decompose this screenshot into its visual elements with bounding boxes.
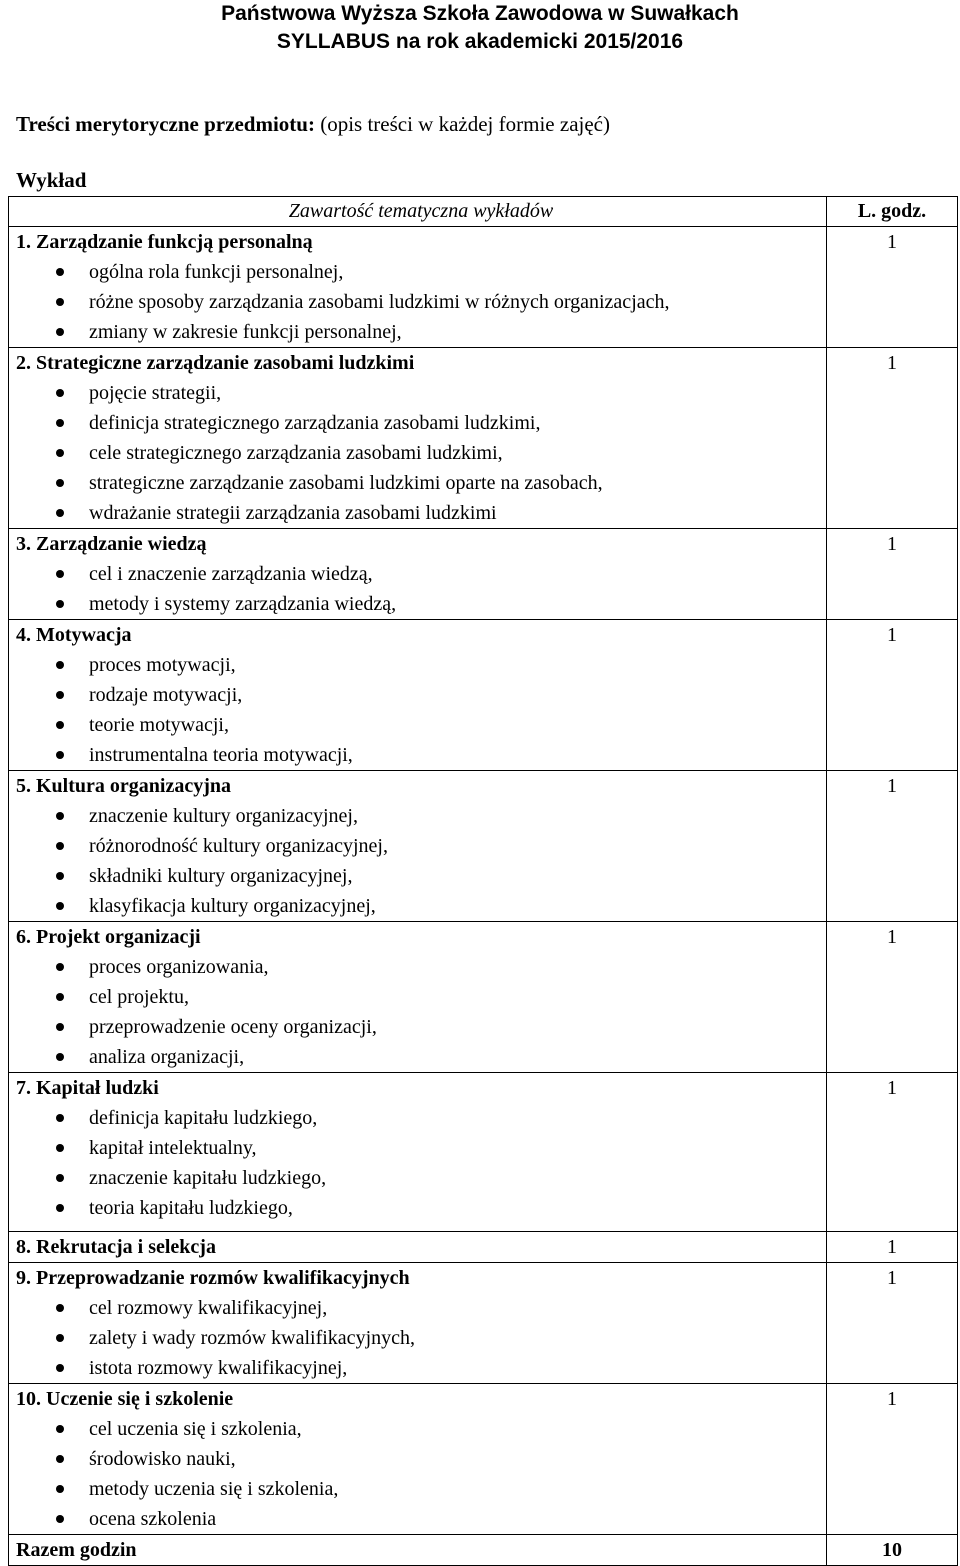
topic-item-text: proces motywacji,	[89, 654, 236, 676]
topic-hours: 1	[887, 926, 897, 948]
document-header	[0, 0, 960, 56]
topic-item-text: wdrażanie strategii zarządzania zasobami ludzkimi	[89, 502, 497, 524]
bullet-icon	[56, 298, 64, 306]
topic-item-text: zalety i wady rozmów kwalifikacyjnych,	[89, 1327, 415, 1349]
topic-title: 10. Uczenie się i szkolenie	[16, 1388, 234, 1410]
topic-item-text: składniki kultury organizacyjnej,	[89, 865, 353, 887]
topic-item	[16, 408, 826, 438]
topic-item	[16, 650, 826, 680]
topic-hours: 1	[887, 1388, 897, 1410]
topic-row	[9, 1073, 958, 1232]
section-title-note: (opis treści w każdej formie zajęć)	[314, 112, 610, 136]
bullet-icon	[56, 449, 64, 457]
bullet-icon	[56, 1304, 64, 1312]
topic-title: 9. Przeprowadzanie rozmów kwalifikacyjnych	[16, 1267, 410, 1289]
topic-title: 8. Rekrutacja i selekcja	[16, 1236, 216, 1258]
topic-row	[9, 771, 958, 922]
topic-item	[16, 1012, 826, 1042]
bullet-icon	[56, 1334, 64, 1342]
bullet-icon	[56, 842, 64, 850]
topic-item-text: kapitał intelektualny,	[89, 1137, 257, 1159]
topic-item-text: cel projektu,	[89, 986, 189, 1008]
bullet-icon	[56, 661, 64, 669]
topic-item	[16, 1504, 826, 1534]
topic-hours: 1	[887, 1267, 897, 1289]
topic-item-text: środowisko nauki,	[89, 1448, 236, 1470]
topic-hours: 1	[887, 1077, 897, 1099]
topic-item-text: klasyfikacja kultury organizacyjnej,	[89, 895, 376, 917]
topic-row	[9, 1263, 958, 1384]
total-label: Razem godzin	[16, 1539, 137, 1561]
topic-row	[9, 348, 958, 529]
topic-item	[16, 589, 826, 619]
topic-item	[16, 710, 826, 740]
topic-item	[16, 982, 826, 1012]
topic-item-text: teorie motywacji,	[89, 714, 229, 736]
topic-item-text: przeprowadzenie oceny organizacji,	[89, 1016, 377, 1038]
topic-title: 4. Motywacja	[16, 624, 132, 646]
topic-item-text: cele strategicznego zarządzania zasobami ludzkimi,	[89, 442, 503, 464]
syllabus-table	[8, 196, 958, 1566]
topic-item	[16, 831, 826, 861]
topic-item	[16, 257, 826, 287]
topic-item	[16, 1323, 826, 1353]
topic-item	[16, 1474, 826, 1504]
bullet-icon	[56, 1455, 64, 1463]
topic-hours: 1	[887, 1236, 897, 1258]
topic-item-text: definicja strategicznego zarządzania zasobami ludzkimi,	[89, 412, 541, 434]
section-title	[16, 112, 610, 137]
topic-item-text: metody uczenia się i szkolenia,	[89, 1478, 339, 1500]
content-column-header: Zawartość tematyczna wykładów	[288, 200, 554, 222]
topic-title: 2. Strategiczne zarządzanie zasobami ludzkimi	[16, 352, 415, 374]
topic-item	[16, 680, 826, 710]
bullet-icon	[56, 751, 64, 759]
topic-item-text: strategiczne zarządzanie zasobami ludzkimi oparte na zasobach,	[89, 472, 603, 494]
total-row	[9, 1535, 958, 1566]
hours-column-header: L. godz.	[857, 200, 927, 222]
topic-item-text: znaczenie kultury organizacyjnej,	[89, 805, 358, 827]
topic-hours: 1	[887, 352, 897, 374]
topic-item-text: cel i znaczenie zarządzania wiedzą,	[89, 563, 373, 585]
bullet-icon	[56, 993, 64, 1001]
bullet-icon	[56, 1023, 64, 1031]
topic-title: 7. Kapitał ludzki	[16, 1077, 159, 1099]
topic-hours: 1	[887, 231, 897, 253]
bullet-icon	[56, 509, 64, 517]
topic-row	[9, 922, 958, 1073]
topic-item	[16, 1444, 826, 1474]
topic-hours: 1	[887, 624, 897, 646]
bullet-icon	[56, 1485, 64, 1493]
topic-item-text: ogólna rola funkcji personalnej,	[89, 261, 344, 283]
topic-item	[16, 559, 826, 589]
topic-item	[16, 952, 826, 982]
topic-item	[16, 1163, 826, 1193]
bullet-icon	[56, 1425, 64, 1433]
class-form-label: Wykład	[16, 168, 87, 192]
bullet-icon	[56, 812, 64, 820]
topic-row	[9, 227, 958, 348]
bullet-icon	[56, 721, 64, 729]
bullet-icon	[56, 479, 64, 487]
bullet-icon	[56, 328, 64, 336]
topic-item	[16, 861, 826, 891]
section-title-bold: Treści merytoryczne przedmiotu:	[16, 112, 315, 136]
topic-item	[16, 1293, 826, 1323]
topic-title: 1. Zarządzanie funkcją personalną	[16, 231, 313, 253]
topic-row	[9, 529, 958, 620]
topic-item-text: definicja kapitału ludzkiego,	[89, 1107, 318, 1129]
topic-item	[16, 801, 826, 831]
topic-item-text: znaczenie kapitału ludzkiego,	[89, 1167, 327, 1189]
topic-item-text: cel rozmowy kwalifikacyjnej,	[89, 1297, 328, 1319]
topic-row	[9, 620, 958, 771]
topic-item-text: ocena szkolenia	[89, 1508, 217, 1530]
bullet-icon	[56, 1364, 64, 1372]
topic-item	[16, 498, 826, 528]
bullet-icon	[56, 1144, 64, 1152]
bullet-icon	[56, 389, 64, 397]
topic-item	[16, 1103, 826, 1133]
topic-item	[16, 891, 826, 921]
bullet-icon	[56, 1204, 64, 1212]
table-header-row	[9, 197, 958, 227]
bullet-icon	[56, 1515, 64, 1523]
institution-name: Państwowa Wyższa Szkoła Zawodowa w Suwałkach	[221, 2, 739, 25]
topic-item-text: różne sposoby zarządzania zasobami ludzkimi w różnych organizacjach,	[89, 291, 670, 313]
topic-item	[16, 740, 826, 770]
topic-item	[16, 1133, 826, 1163]
topic-hours: 1	[887, 775, 897, 797]
topic-title: 6. Projekt organizacji	[16, 926, 201, 948]
topic-item	[16, 1414, 826, 1444]
bullet-icon	[56, 600, 64, 608]
topic-item-text: cel uczenia się i szkolenia,	[89, 1418, 302, 1440]
topic-item-text: instrumentalna teoria motywacji,	[89, 744, 353, 766]
topic-item	[16, 378, 826, 408]
topic-item	[16, 468, 826, 498]
topic-item	[16, 317, 826, 347]
topic-item-text: proces organizowania,	[89, 956, 269, 978]
topic-item-text: teoria kapitału ludzkiego,	[89, 1197, 293, 1219]
topic-item-text: rodzaje motywacji,	[89, 684, 243, 706]
bullet-icon	[56, 570, 64, 578]
topic-title: 3. Zarządzanie wiedzą	[16, 533, 207, 555]
topic-item	[16, 1042, 826, 1072]
bullet-icon	[56, 872, 64, 880]
bullet-icon	[56, 691, 64, 699]
syllabus-title: SYLLABUS na rok akademicki 2015/2016	[276, 30, 684, 53]
topic-item	[16, 1353, 826, 1383]
topic-item-text: istota rozmowy kwalifikacyjnej,	[89, 1357, 348, 1379]
topic-item-text: zmiany w zakresie funkcji personalnej,	[89, 321, 402, 343]
topic-title: 5. Kultura organizacyjna	[16, 775, 231, 797]
bullet-icon	[56, 1114, 64, 1122]
bullet-icon	[56, 1053, 64, 1061]
bullet-icon	[56, 1174, 64, 1182]
bullet-icon	[56, 268, 64, 276]
bullet-icon	[56, 419, 64, 427]
topic-item	[16, 1193, 826, 1223]
topic-item-text: analiza organizacji,	[89, 1046, 245, 1068]
topic-item	[16, 287, 826, 317]
topic-item	[16, 438, 826, 468]
bullet-icon	[56, 902, 64, 910]
topic-row	[9, 1384, 958, 1535]
topic-item-text: różnorodność kultury organizacyjnej,	[89, 835, 388, 857]
topic-item-text: pojęcie strategii,	[89, 382, 222, 404]
topic-item-text: metody i systemy zarządzania wiedzą,	[89, 593, 397, 615]
topic-hours: 1	[887, 533, 897, 555]
bullet-icon	[56, 963, 64, 971]
topic-row	[9, 1232, 958, 1263]
total-hours: 10	[882, 1539, 902, 1561]
